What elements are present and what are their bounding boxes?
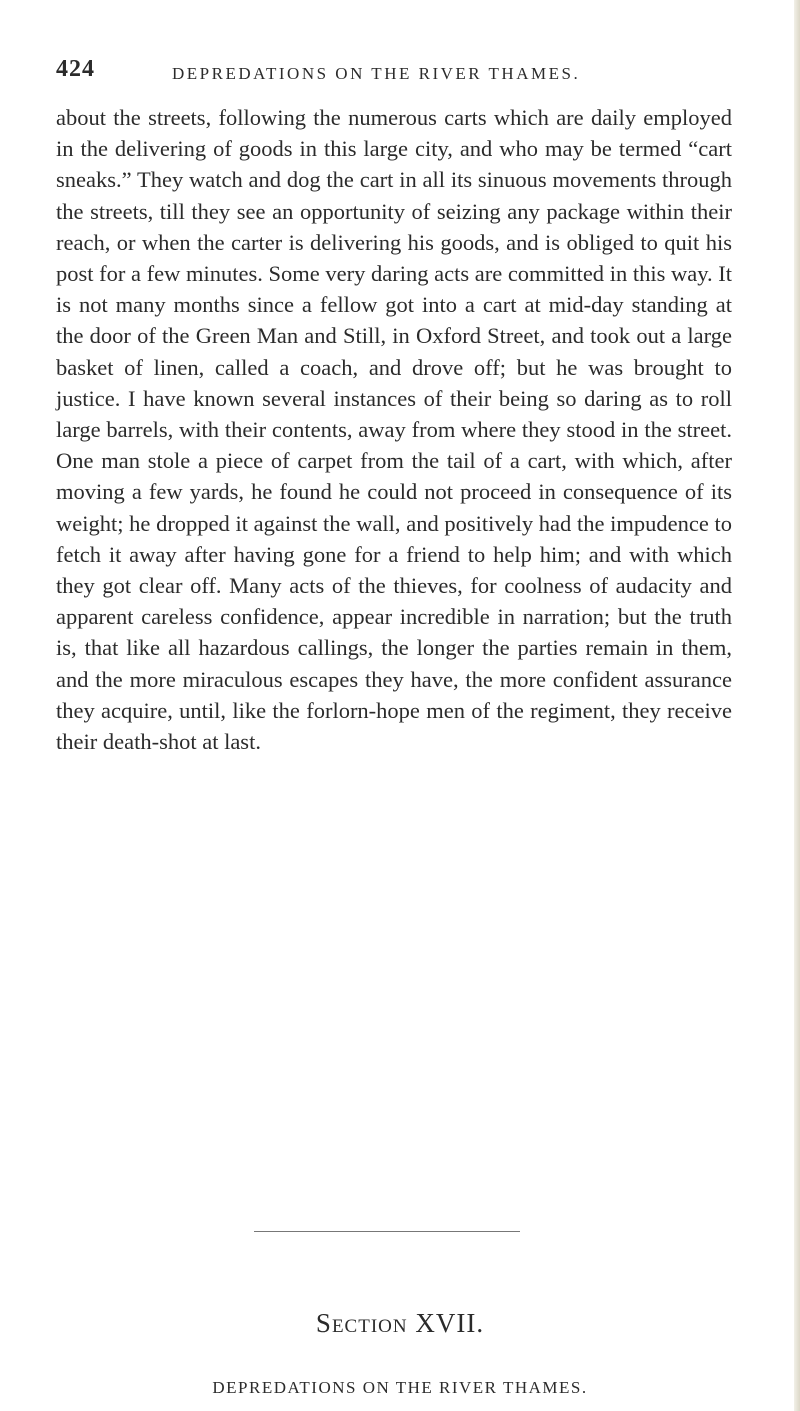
paragraph: about the streets, following the numerous carts which are daily employed in the delivering of goods in this large city, and who may be termed “cart sneaks.” They watch and dog the cart in all its sinuous movements through the streets, till they see an opportunity of seizing any package within their reach, or when the carter is delivering his goods, and is obliged to quit his post for a few minutes. Some very daring acts are committed in this way. It is not many months since a fellow got into a cart at mid-day standing at the door of the Green Man and Still, in Oxford Street, and took out a large basket of linen, called a coach, and drove off; but he was brought to justice. I have known several instances of their being so daring as to roll large barrels, with their contents, away from where they stood in the street. One man stole a piece of carpet from the tail of a cart, with which, after moving a few yards, he found he could not proceed in consequence of its weight; he dropped it against the wall, and positively had the impudence to fetch it away after having gone for a friend to help him; and with which they got clear off. Many acts of the thieves, for coolness of audacity and apparent careless confidence, appear incredible in narration; but the truth is, that like all hazardous callings, the longer the parties remain in them, and the more miraculous escapes they have, the more confident assurance they acquire, until, like the forlorn-hope men of the regiment, they receive their death-shot at last.	[56, 105, 732, 755]
page-edge	[794, 0, 800, 1411]
running-head-title: DEPREDATIONS ON THE RIVER THAMES.	[172, 64, 581, 83]
section-divider-rule	[254, 1231, 520, 1232]
section-subheading: DEPREDATIONS ON THE RIVER THAMES.	[212, 1378, 588, 1397]
body-text	[56, 102, 732, 757]
running-head	[56, 56, 736, 92]
section-heading: Section XVII.	[315, 1308, 485, 1338]
page-number: 424	[56, 56, 95, 82]
